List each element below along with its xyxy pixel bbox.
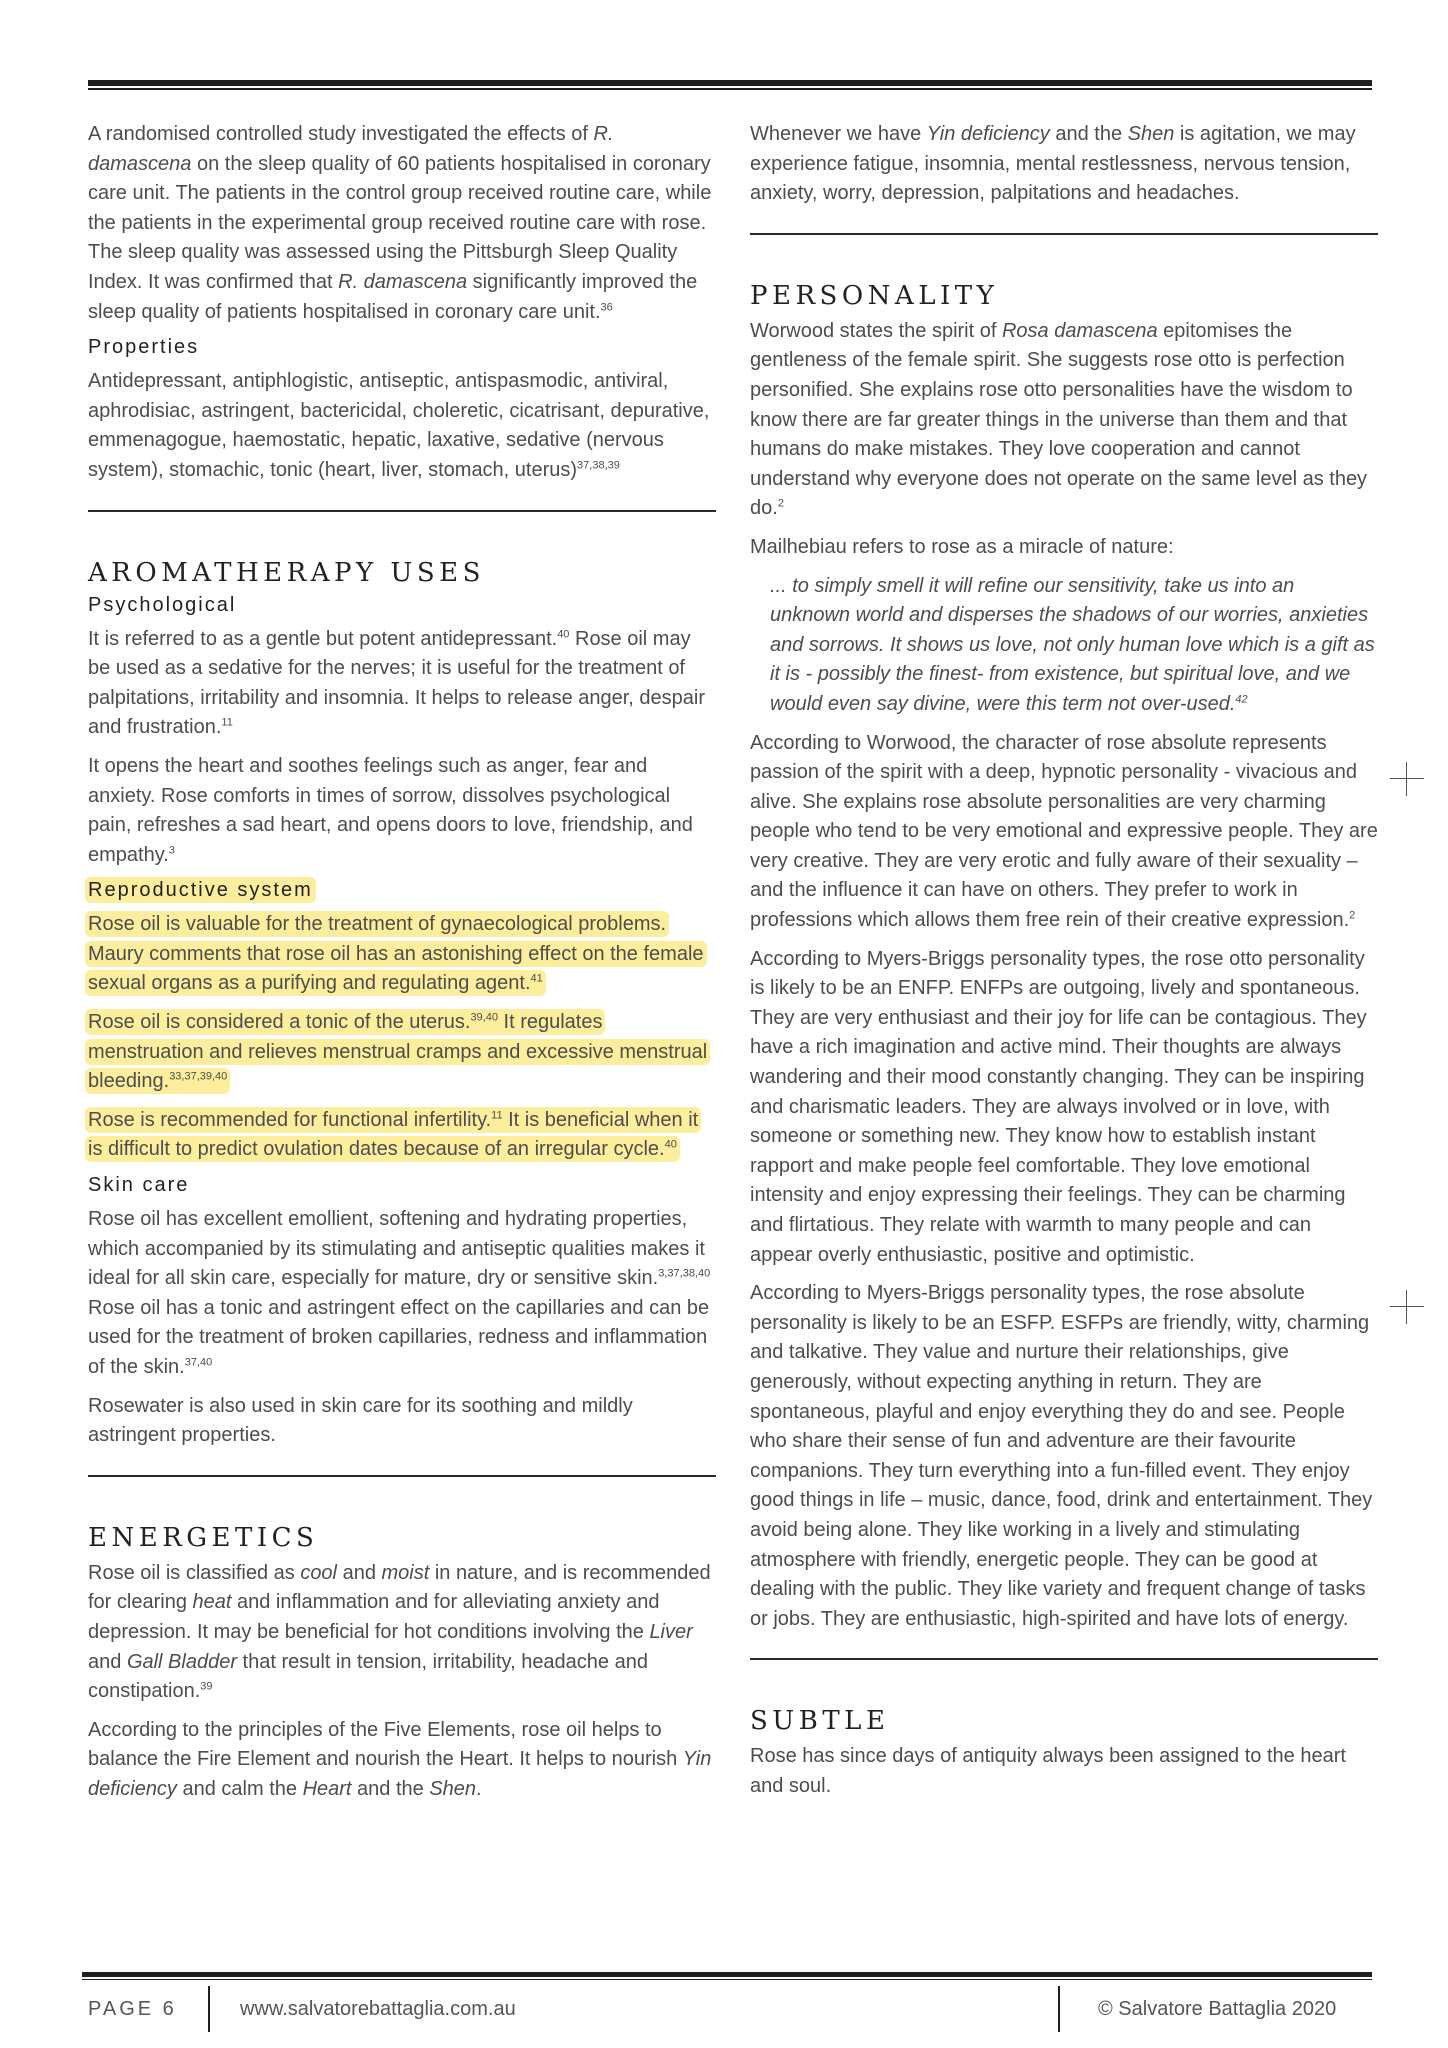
properties-text: Antidepressant, antiphlogistic, antiseptic, antispasmodic, antiviral, aphrodisiac, astringent, bactericidal, choleretic, cicatrisant, depurative, emmenagogue, haemostatic, hepatic, laxative, sedative (nervous system), stomachic, tonic (heart, liver, stomach, uterus)$^{37,38,39}$ — [88, 370, 710, 481]
mailhebiau-quote — [750, 572, 1378, 720]
registration-mark — [1390, 1290, 1424, 1324]
skin-care-heading: Skin care — [88, 1174, 190, 1197]
energetics-heading: ENERGETICS — [88, 1522, 319, 1553]
page-footer — [0, 1986, 1448, 2032]
right-column — [750, 120, 1378, 1811]
personality-paragraph-4: According to Myers-Briggs personality types, the rose otto personality is likely to be an ENFP. ENFPs are outgoing, lively and spontaneous. They are very enthusiast and their joy for life can be contagious. They have a rich imagination and active mind. Their thoughts are always wandering and their mood constantly changing. They can be inspiring and charismatic leaders. They are always involved or in love, with someone or something new. They know how to establish instant rapport and make people feel comfortable. They love emotional intensity and enjoy expressing their feelings. They can be charming and flirtatious. They relate with warmth to many people and can appear overly enthusiastic, positive and optimistic. — [750, 947, 1367, 1266]
psychological-paragraph-2: It opens the heart and soothes feelings such as anger, fear and anxiety. Rose comforts in times of sorrow, dissolves psychological pain, refreshes a sad heart, and opens doors to love, friendship, and empathy.$^3$ — [88, 754, 693, 866]
personality-paragraph-5: According to Myers-Briggs personality types, the rose absolute personality is likely to be an ESFP. ESFPs are friendly, witty, charming and talkative. They value and nurture their relationships, give generously, without expecting anything in return. They are spontaneous, playful and enjoy everything they do and see. People who share their sense of fun and adventure are their favourite companions. They turn everything into a fun-filled event. They enjoy good things in life – music, dance, food, drink and entertainment. They avoid being alone. They like working in a lively and stimulating atmosphere with friendly, energetic people. They can be good at dealing with the public. They like variety and frequent change of tasks or jobs. They are enthusiastic, high-spirited and have lots of energy. — [750, 1282, 1373, 1630]
skin-care-paragraph-2: Rosewater is also used in skin care for its soothing and mildly astringent properties. — [88, 1394, 633, 1447]
energetics-paragraph-1: Rose oil is classified as cool and moist in nature, and is recommended for clearing heat and inflammation and for alleviating anxiety and depression. It may be beneficial for hot conditions involving the Liver and Gall Bladder that result in tension, irritability, headache and constipation.$^{39}$ — [88, 1561, 711, 1703]
reproductive-paragraph-2: Rose oil is considered a tonic of the uterus.$^{39,40}$ It regulates menstruation and relieves menstrual cramps and excessive menstrual bleeding.$^{33,37,39,40}$ — [88, 1008, 716, 1097]
skin-care-paragraph-1: Rose oil has excellent emollient, softening and hydrating properties, which accompanied by its stimulating and antiseptic qualities makes it ideal for all skin care, especially for mature, dry or sensitive skin.$^{3,37,38,40}$ Rose oil has a tonic and astringent effect on the capillaries and can be used for the treatment of broken capillaries, redness and inflammation of the skin.$^{37,40}$ — [88, 1208, 711, 1378]
reproductive-paragraph-1: Rose oil is valuable for the treatment of gynaecological problems. Maury comments that rose oil has an astonishing effect on the female sexual organs as a purifying and regulating agent.$^{41}$ — [88, 910, 716, 999]
yin-deficiency-paragraph: Whenever we have Yin deficiency and the Shen is agitation, we may experience fatigue, insomnia, mental restlessness, nervous tension, anxiety, worry, depression, palpitations and headaches. — [750, 123, 1356, 205]
subtle-heading: SUBTLE — [750, 1706, 890, 1737]
copyright: © Salvatore Battaglia 2020 — [1098, 1998, 1337, 2020]
footer-divider — [208, 1986, 210, 2032]
section-divider — [750, 233, 1378, 235]
properties-heading: Properties — [88, 336, 200, 359]
sleep-study-paragraph: A randomised controlled study investigated the effects of R. damascena on the sleep quality of 60 patients hospitalised in coronary care unit. The patients in the control group received routine care, while the patients in the experimental group received routine care with rose. The sleep quality was assessed using the Pittsburgh Sleep Quality Index. It was confirmed that R. damascena significantly improved the sleep quality of patients hospitalised in coronary care unit.$^{36}$ — [88, 123, 712, 323]
personality-paragraph-3: According to Worwood, the character of rose absolute represents passion of the spirit with a deep, hypnotic personality - vivacious and alive. She explains rose absolute personalities are very charming people who tend to be very emotional and expressive people. They are very creative. They are very erotic and fully aware of their sexuality – and the influence it can have on others. They prefer to work in professions which allows them free rein of their creative expression.$^2$ — [750, 731, 1378, 932]
section-divider — [88, 1475, 716, 1477]
psychological-heading: Psychological — [88, 593, 237, 616]
personality-heading: PERSONALITY — [750, 280, 999, 311]
psychological-paragraph-1: It is referred to as a gentle but potent antidepressant.$^{40}$ Rose oil may be used as a sedative for the nerves; it is useful for the treatment of palpitations, irritability and insomnia. It helps to release anger, despair and frustration.$^{11}$ — [88, 627, 706, 739]
registration-mark — [1390, 762, 1424, 796]
footer-rule — [82, 1972, 1372, 1980]
top-rule — [88, 80, 1372, 90]
reproductive-paragraph-3: Rose is recommended for functional infertility.$^{11}$ It is beneficial when it is difficult to predict ovulation dates because of an irregular cycle.$^{40}$ — [88, 1106, 716, 1165]
page-number: PAGE 6 — [88, 1998, 177, 2020]
footer-divider — [1058, 1986, 1060, 2032]
reproductive-system-heading: Reproductive system — [88, 879, 716, 902]
section-divider — [750, 1658, 1378, 1660]
quote-text: ... to simply smell it will refine our sensitivity, take us into an unknown world and disperses the shadows of our worries, anxieties and sorrows. It shows us love, not only human love which is a gift as it is - possibly the finest- from existence, but spiritual love, and we would even say divine, were this term not over-used.$^{42}$ — [770, 574, 1375, 715]
aromatherapy-uses-heading: AROMATHERAPY USES — [88, 557, 485, 588]
personality-paragraph-2: Mailhebiau refers to rose as a miracle of nature: — [750, 535, 1174, 558]
personality-paragraph-1: Worwood states the spirit of Rosa damascena epitomises the gentleness of the female spirit. She suggests rose otto is perfection personified. She explains rose otto personalities have the wisdom to know there are far greater things in the universe than them and that humans do make mistakes. They love cooperation and cannot understand why everyone does not operate on the same level as they do.$^2$ — [750, 319, 1368, 520]
section-divider — [88, 510, 716, 512]
energetics-paragraph-2: According to the principles of the Five Elements, rose oil helps to balance the Fire Element and nourish the Heart. It helps to nourish Yin deficiency and calm the Heart and the Shen. — [88, 1718, 712, 1800]
subtle-paragraph: Rose has since days of antiquity always been assigned to the heart and soul. — [750, 1745, 1346, 1797]
website-link[interactable]: www.salvatorebattaglia.com.au — [240, 1998, 516, 2020]
left-column — [88, 120, 716, 1814]
